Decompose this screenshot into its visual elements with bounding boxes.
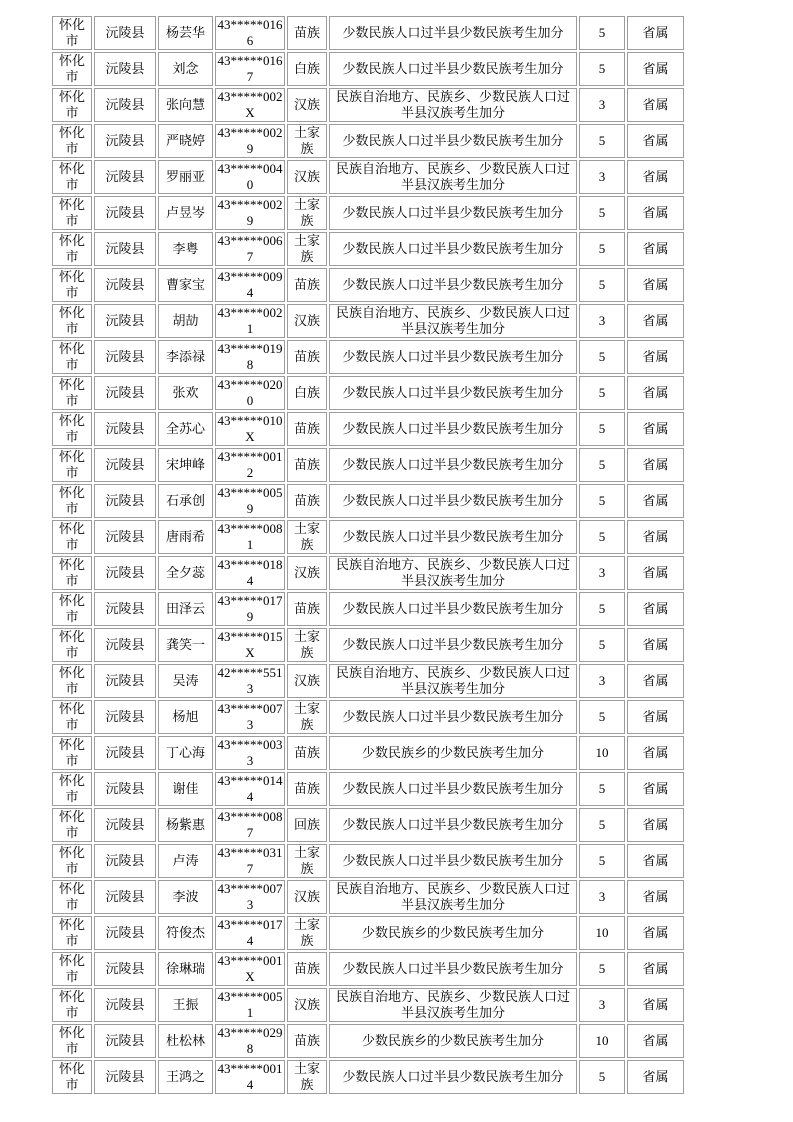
cell-ethnicity: 土家族 <box>287 124 327 158</box>
cell-ethnicity: 苗族 <box>287 952 327 986</box>
cell-bonus-reason: 民族自治地方、民族乡、少数民族人口过半县汉族考生加分 <box>329 664 577 698</box>
table-row <box>52 196 684 230</box>
cell-id-number: 43*****0179 <box>215 592 285 626</box>
cell-city: 怀化市 <box>52 484 92 518</box>
cell-bonus-reason: 少数民族人口过半县少数民族考生加分 <box>329 340 577 374</box>
cell-id-number: 43*****0073 <box>215 880 285 914</box>
cell-bonus-reason: 少数民族人口过半县少数民族考生加分 <box>329 808 577 842</box>
cell-bonus-reason: 少数民族人口过半县少数民族考生加分 <box>329 196 577 230</box>
cell-city: 怀化市 <box>52 1024 92 1058</box>
cell-city: 怀化市 <box>52 556 92 590</box>
cell-ethnicity: 苗族 <box>287 592 327 626</box>
cell-id-number: 43*****010X <box>215 412 285 446</box>
cell-candidate-name: 李粤 <box>158 232 213 266</box>
cell-county: 沅陵县 <box>94 304 156 338</box>
cell-city: 怀化市 <box>52 916 92 950</box>
table-row <box>52 628 684 662</box>
cell-county: 沅陵县 <box>94 736 156 770</box>
cell-id-number: 43*****0167 <box>215 52 285 86</box>
cell-id-number: 43*****0067 <box>215 232 285 266</box>
cell-bonus-points: 5 <box>579 952 625 986</box>
table-row <box>52 592 684 626</box>
cell-affiliation: 省属 <box>627 448 684 482</box>
cell-id-number: 43*****0073 <box>215 700 285 734</box>
cell-id-number: 43*****0200 <box>215 376 285 410</box>
cell-city: 怀化市 <box>52 88 92 122</box>
cell-ethnicity: 土家族 <box>287 520 327 554</box>
cell-city: 怀化市 <box>52 340 92 374</box>
cell-bonus-points: 3 <box>579 664 625 698</box>
cell-id-number: 42*****5513 <box>215 664 285 698</box>
cell-id-number: 43*****0298 <box>215 1024 285 1058</box>
cell-city: 怀化市 <box>52 1060 92 1094</box>
cell-ethnicity: 苗族 <box>287 340 327 374</box>
cell-bonus-reason: 少数民族人口过半县少数民族考生加分 <box>329 52 577 86</box>
cell-affiliation: 省属 <box>627 484 684 518</box>
cell-bonus-points: 5 <box>579 592 625 626</box>
cell-affiliation: 省属 <box>627 1060 684 1094</box>
cell-candidate-name: 全苏心 <box>158 412 213 446</box>
cell-bonus-reason: 少数民族人口过半县少数民族考生加分 <box>329 628 577 662</box>
cell-county: 沅陵县 <box>94 664 156 698</box>
cell-bonus-reason: 少数民族人口过半县少数民族考生加分 <box>329 448 577 482</box>
cell-bonus-reason: 少数民族人口过半县少数民族考生加分 <box>329 952 577 986</box>
cell-ethnicity: 土家族 <box>287 628 327 662</box>
table-row <box>52 232 684 266</box>
cell-city: 怀化市 <box>52 16 92 50</box>
cell-id-number: 43*****0317 <box>215 844 285 878</box>
cell-bonus-points: 10 <box>579 736 625 770</box>
cell-bonus-points: 3 <box>579 988 625 1022</box>
cell-id-number: 43*****0184 <box>215 556 285 590</box>
cell-county: 沅陵县 <box>94 376 156 410</box>
cell-id-number: 43*****0012 <box>215 448 285 482</box>
cell-county: 沅陵县 <box>94 268 156 302</box>
table-body <box>52 16 684 1094</box>
cell-bonus-points: 5 <box>579 16 625 50</box>
cell-county: 沅陵县 <box>94 988 156 1022</box>
table-row <box>52 160 684 194</box>
cell-bonus-points: 5 <box>579 772 625 806</box>
cell-city: 怀化市 <box>52 268 92 302</box>
cell-candidate-name: 张欢 <box>158 376 213 410</box>
cell-ethnicity: 汉族 <box>287 880 327 914</box>
table-row <box>52 1060 684 1094</box>
cell-affiliation: 省属 <box>627 808 684 842</box>
cell-affiliation: 省属 <box>627 1024 684 1058</box>
cell-county: 沅陵县 <box>94 232 156 266</box>
table-row <box>52 376 684 410</box>
cell-candidate-name: 罗丽亚 <box>158 160 213 194</box>
table-row <box>52 664 684 698</box>
cell-bonus-reason: 民族自治地方、民族乡、少数民族人口过半县汉族考生加分 <box>329 988 577 1022</box>
cell-bonus-reason: 少数民族人口过半县少数民族考生加分 <box>329 844 577 878</box>
cell-bonus-points: 10 <box>579 1024 625 1058</box>
cell-id-number: 43*****002X <box>215 88 285 122</box>
table-row <box>52 340 684 374</box>
cell-bonus-points: 5 <box>579 808 625 842</box>
cell-bonus-points: 5 <box>579 376 625 410</box>
cell-bonus-reason: 少数民族人口过半县少数民族考生加分 <box>329 412 577 446</box>
cell-id-number: 43*****0081 <box>215 520 285 554</box>
cell-affiliation: 省属 <box>627 88 684 122</box>
cell-ethnicity: 汉族 <box>287 304 327 338</box>
cell-county: 沅陵县 <box>94 1024 156 1058</box>
table-row <box>52 412 684 446</box>
cell-city: 怀化市 <box>52 196 92 230</box>
cell-bonus-points: 5 <box>579 232 625 266</box>
cell-candidate-name: 徐琳瑞 <box>158 952 213 986</box>
cell-candidate-name: 曹家宝 <box>158 268 213 302</box>
cell-candidate-name: 吴涛 <box>158 664 213 698</box>
cell-city: 怀化市 <box>52 52 92 86</box>
cell-city: 怀化市 <box>52 844 92 878</box>
table-row <box>52 772 684 806</box>
table-row <box>52 844 684 878</box>
cell-id-number: 43*****0029 <box>215 124 285 158</box>
cell-ethnicity: 苗族 <box>287 772 327 806</box>
table-row <box>52 988 684 1022</box>
table-row <box>52 484 684 518</box>
cell-city: 怀化市 <box>52 664 92 698</box>
cell-affiliation: 省属 <box>627 592 684 626</box>
cell-bonus-points: 5 <box>579 628 625 662</box>
cell-candidate-name: 卢昱岑 <box>158 196 213 230</box>
cell-affiliation: 省属 <box>627 736 684 770</box>
cell-bonus-points: 3 <box>579 556 625 590</box>
cell-candidate-name: 唐雨希 <box>158 520 213 554</box>
cell-candidate-name: 张向慧 <box>158 88 213 122</box>
cell-bonus-points: 5 <box>579 700 625 734</box>
cell-county: 沅陵县 <box>94 340 156 374</box>
cell-ethnicity: 苗族 <box>287 484 327 518</box>
cell-candidate-name: 杨紫惠 <box>158 808 213 842</box>
cell-city: 怀化市 <box>52 628 92 662</box>
cell-ethnicity: 土家族 <box>287 700 327 734</box>
cell-bonus-reason: 少数民族人口过半县少数民族考生加分 <box>329 772 577 806</box>
document-page <box>50 14 686 1096</box>
cell-city: 怀化市 <box>52 700 92 734</box>
cell-affiliation: 省属 <box>627 160 684 194</box>
table-row <box>52 304 684 338</box>
cell-county: 沅陵县 <box>94 124 156 158</box>
cell-candidate-name: 卢涛 <box>158 844 213 878</box>
cell-candidate-name: 李添禄 <box>158 340 213 374</box>
cell-ethnicity: 汉族 <box>287 160 327 194</box>
cell-affiliation: 省属 <box>627 844 684 878</box>
cell-ethnicity: 苗族 <box>287 448 327 482</box>
cell-affiliation: 省属 <box>627 52 684 86</box>
cell-affiliation: 省属 <box>627 916 684 950</box>
cell-county: 沅陵县 <box>94 52 156 86</box>
cell-bonus-reason: 少数民族人口过半县少数民族考生加分 <box>329 268 577 302</box>
cell-county: 沅陵县 <box>94 808 156 842</box>
cell-city: 怀化市 <box>52 448 92 482</box>
cell-bonus-points: 5 <box>579 1060 625 1094</box>
table-row <box>52 556 684 590</box>
cell-city: 怀化市 <box>52 160 92 194</box>
cell-candidate-name: 石承创 <box>158 484 213 518</box>
cell-bonus-reason: 少数民族人口过半县少数民族考生加分 <box>329 700 577 734</box>
table-row <box>52 808 684 842</box>
cell-city: 怀化市 <box>52 808 92 842</box>
cell-bonus-reason: 民族自治地方、民族乡、少数民族人口过半县汉族考生加分 <box>329 556 577 590</box>
cell-id-number: 43*****0059 <box>215 484 285 518</box>
cell-id-number: 43*****0087 <box>215 808 285 842</box>
cell-candidate-name: 王振 <box>158 988 213 1022</box>
cell-bonus-reason: 少数民族人口过半县少数民族考生加分 <box>329 592 577 626</box>
minority-bonus-candidates-table <box>50 14 686 1096</box>
cell-bonus-reason: 少数民族乡的少数民族考生加分 <box>329 736 577 770</box>
cell-county: 沅陵县 <box>94 160 156 194</box>
cell-id-number: 43*****0021 <box>215 304 285 338</box>
cell-county: 沅陵县 <box>94 916 156 950</box>
cell-candidate-name: 严晓婷 <box>158 124 213 158</box>
table-row <box>52 700 684 734</box>
cell-county: 沅陵县 <box>94 844 156 878</box>
cell-bonus-points: 5 <box>579 196 625 230</box>
cell-affiliation: 省属 <box>627 376 684 410</box>
table-row <box>52 916 684 950</box>
cell-candidate-name: 王鸿之 <box>158 1060 213 1094</box>
cell-city: 怀化市 <box>52 124 92 158</box>
cell-candidate-name: 杜松林 <box>158 1024 213 1058</box>
table-row <box>52 16 684 50</box>
cell-bonus-reason: 民族自治地方、民族乡、少数民族人口过半县汉族考生加分 <box>329 304 577 338</box>
cell-county: 沅陵县 <box>94 772 156 806</box>
cell-candidate-name: 符俊杰 <box>158 916 213 950</box>
table-row <box>52 520 684 554</box>
cell-ethnicity: 土家族 <box>287 916 327 950</box>
cell-county: 沅陵县 <box>94 592 156 626</box>
cell-ethnicity: 回族 <box>287 808 327 842</box>
cell-bonus-reason: 少数民族人口过半县少数民族考生加分 <box>329 124 577 158</box>
cell-county: 沅陵县 <box>94 952 156 986</box>
cell-candidate-name: 李波 <box>158 880 213 914</box>
cell-bonus-reason: 民族自治地方、民族乡、少数民族人口过半县汉族考生加分 <box>329 88 577 122</box>
cell-candidate-name: 刘念 <box>158 52 213 86</box>
cell-affiliation: 省属 <box>627 268 684 302</box>
cell-affiliation: 省属 <box>627 880 684 914</box>
cell-ethnicity: 汉族 <box>287 988 327 1022</box>
table-row <box>52 880 684 914</box>
cell-ethnicity: 苗族 <box>287 268 327 302</box>
cell-city: 怀化市 <box>52 772 92 806</box>
cell-id-number: 43*****0094 <box>215 268 285 302</box>
cell-city: 怀化市 <box>52 952 92 986</box>
cell-affiliation: 省属 <box>627 664 684 698</box>
cell-ethnicity: 苗族 <box>287 412 327 446</box>
cell-city: 怀化市 <box>52 592 92 626</box>
cell-affiliation: 省属 <box>627 340 684 374</box>
cell-county: 沅陵县 <box>94 1060 156 1094</box>
cell-county: 沅陵县 <box>94 628 156 662</box>
table-row <box>52 1024 684 1058</box>
table-row <box>52 88 684 122</box>
cell-bonus-points: 5 <box>579 844 625 878</box>
cell-bonus-points: 5 <box>579 340 625 374</box>
cell-candidate-name: 杨旭 <box>158 700 213 734</box>
cell-bonus-reason: 少数民族人口过半县少数民族考生加分 <box>329 376 577 410</box>
cell-ethnicity: 苗族 <box>287 16 327 50</box>
cell-bonus-reason: 民族自治地方、民族乡、少数民族人口过半县汉族考生加分 <box>329 160 577 194</box>
cell-id-number: 43*****0040 <box>215 160 285 194</box>
cell-bonus-reason: 少数民族人口过半县少数民族考生加分 <box>329 16 577 50</box>
cell-candidate-name: 胡劼 <box>158 304 213 338</box>
cell-bonus-points: 3 <box>579 304 625 338</box>
cell-affiliation: 省属 <box>627 772 684 806</box>
cell-county: 沅陵县 <box>94 484 156 518</box>
cell-bonus-points: 5 <box>579 124 625 158</box>
cell-affiliation: 省属 <box>627 700 684 734</box>
cell-bonus-points: 5 <box>579 268 625 302</box>
cell-bonus-points: 3 <box>579 88 625 122</box>
cell-affiliation: 省属 <box>627 412 684 446</box>
cell-city: 怀化市 <box>52 520 92 554</box>
cell-id-number: 43*****0174 <box>215 916 285 950</box>
cell-affiliation: 省属 <box>627 988 684 1022</box>
cell-bonus-points: 5 <box>579 52 625 86</box>
cell-affiliation: 省属 <box>627 304 684 338</box>
cell-ethnicity: 汉族 <box>287 664 327 698</box>
cell-ethnicity: 白族 <box>287 376 327 410</box>
cell-bonus-reason: 少数民族乡的少数民族考生加分 <box>329 1024 577 1058</box>
cell-city: 怀化市 <box>52 232 92 266</box>
cell-ethnicity: 汉族 <box>287 556 327 590</box>
cell-bonus-points: 5 <box>579 520 625 554</box>
cell-county: 沅陵县 <box>94 520 156 554</box>
table-row <box>52 736 684 770</box>
cell-county: 沅陵县 <box>94 880 156 914</box>
cell-bonus-points: 3 <box>579 880 625 914</box>
cell-affiliation: 省属 <box>627 556 684 590</box>
cell-candidate-name: 杨芸华 <box>158 16 213 50</box>
cell-id-number: 43*****001X <box>215 952 285 986</box>
cell-affiliation: 省属 <box>627 124 684 158</box>
cell-id-number: 43*****0051 <box>215 988 285 1022</box>
cell-city: 怀化市 <box>52 376 92 410</box>
cell-county: 沅陵县 <box>94 448 156 482</box>
table-row <box>52 124 684 158</box>
cell-county: 沅陵县 <box>94 196 156 230</box>
cell-bonus-reason: 民族自治地方、民族乡、少数民族人口过半县汉族考生加分 <box>329 880 577 914</box>
table-row <box>52 952 684 986</box>
cell-id-number: 43*****0033 <box>215 736 285 770</box>
cell-ethnicity: 土家族 <box>287 232 327 266</box>
cell-candidate-name: 宋坤峰 <box>158 448 213 482</box>
cell-city: 怀化市 <box>52 736 92 770</box>
cell-candidate-name: 谢佳 <box>158 772 213 806</box>
cell-bonus-points: 10 <box>579 916 625 950</box>
cell-affiliation: 省属 <box>627 952 684 986</box>
cell-county: 沅陵县 <box>94 700 156 734</box>
cell-city: 怀化市 <box>52 412 92 446</box>
cell-id-number: 43*****0198 <box>215 340 285 374</box>
cell-affiliation: 省属 <box>627 520 684 554</box>
cell-id-number: 43*****0029 <box>215 196 285 230</box>
cell-candidate-name: 田泽云 <box>158 592 213 626</box>
cell-affiliation: 省属 <box>627 232 684 266</box>
cell-id-number: 43*****0144 <box>215 772 285 806</box>
cell-id-number: 43*****0014 <box>215 1060 285 1094</box>
cell-affiliation: 省属 <box>627 196 684 230</box>
cell-bonus-points: 5 <box>579 412 625 446</box>
cell-bonus-points: 5 <box>579 448 625 482</box>
cell-bonus-reason: 少数民族乡的少数民族考生加分 <box>329 916 577 950</box>
table-row <box>52 52 684 86</box>
cell-ethnicity: 土家族 <box>287 844 327 878</box>
cell-county: 沅陵县 <box>94 412 156 446</box>
cell-ethnicity: 土家族 <box>287 196 327 230</box>
cell-bonus-reason: 少数民族人口过半县少数民族考生加分 <box>329 232 577 266</box>
cell-city: 怀化市 <box>52 988 92 1022</box>
cell-ethnicity: 苗族 <box>287 1024 327 1058</box>
cell-bonus-points: 3 <box>579 160 625 194</box>
cell-bonus-reason: 少数民族人口过半县少数民族考生加分 <box>329 520 577 554</box>
table-row <box>52 268 684 302</box>
cell-affiliation: 省属 <box>627 628 684 662</box>
cell-id-number: 43*****015X <box>215 628 285 662</box>
cell-candidate-name: 全夕蕊 <box>158 556 213 590</box>
cell-county: 沅陵县 <box>94 88 156 122</box>
cell-bonus-reason: 少数民族人口过半县少数民族考生加分 <box>329 1060 577 1094</box>
cell-ethnicity: 白族 <box>287 52 327 86</box>
cell-bonus-points: 5 <box>579 484 625 518</box>
cell-id-number: 43*****0166 <box>215 16 285 50</box>
cell-candidate-name: 丁心海 <box>158 736 213 770</box>
cell-city: 怀化市 <box>52 880 92 914</box>
cell-ethnicity: 苗族 <box>287 736 327 770</box>
table-row <box>52 448 684 482</box>
cell-county: 沅陵县 <box>94 16 156 50</box>
cell-ethnicity: 汉族 <box>287 88 327 122</box>
cell-bonus-reason: 少数民族人口过半县少数民族考生加分 <box>329 484 577 518</box>
cell-county: 沅陵县 <box>94 556 156 590</box>
cell-affiliation: 省属 <box>627 16 684 50</box>
cell-city: 怀化市 <box>52 304 92 338</box>
cell-ethnicity: 土家族 <box>287 1060 327 1094</box>
cell-candidate-name: 龚笑一 <box>158 628 213 662</box>
